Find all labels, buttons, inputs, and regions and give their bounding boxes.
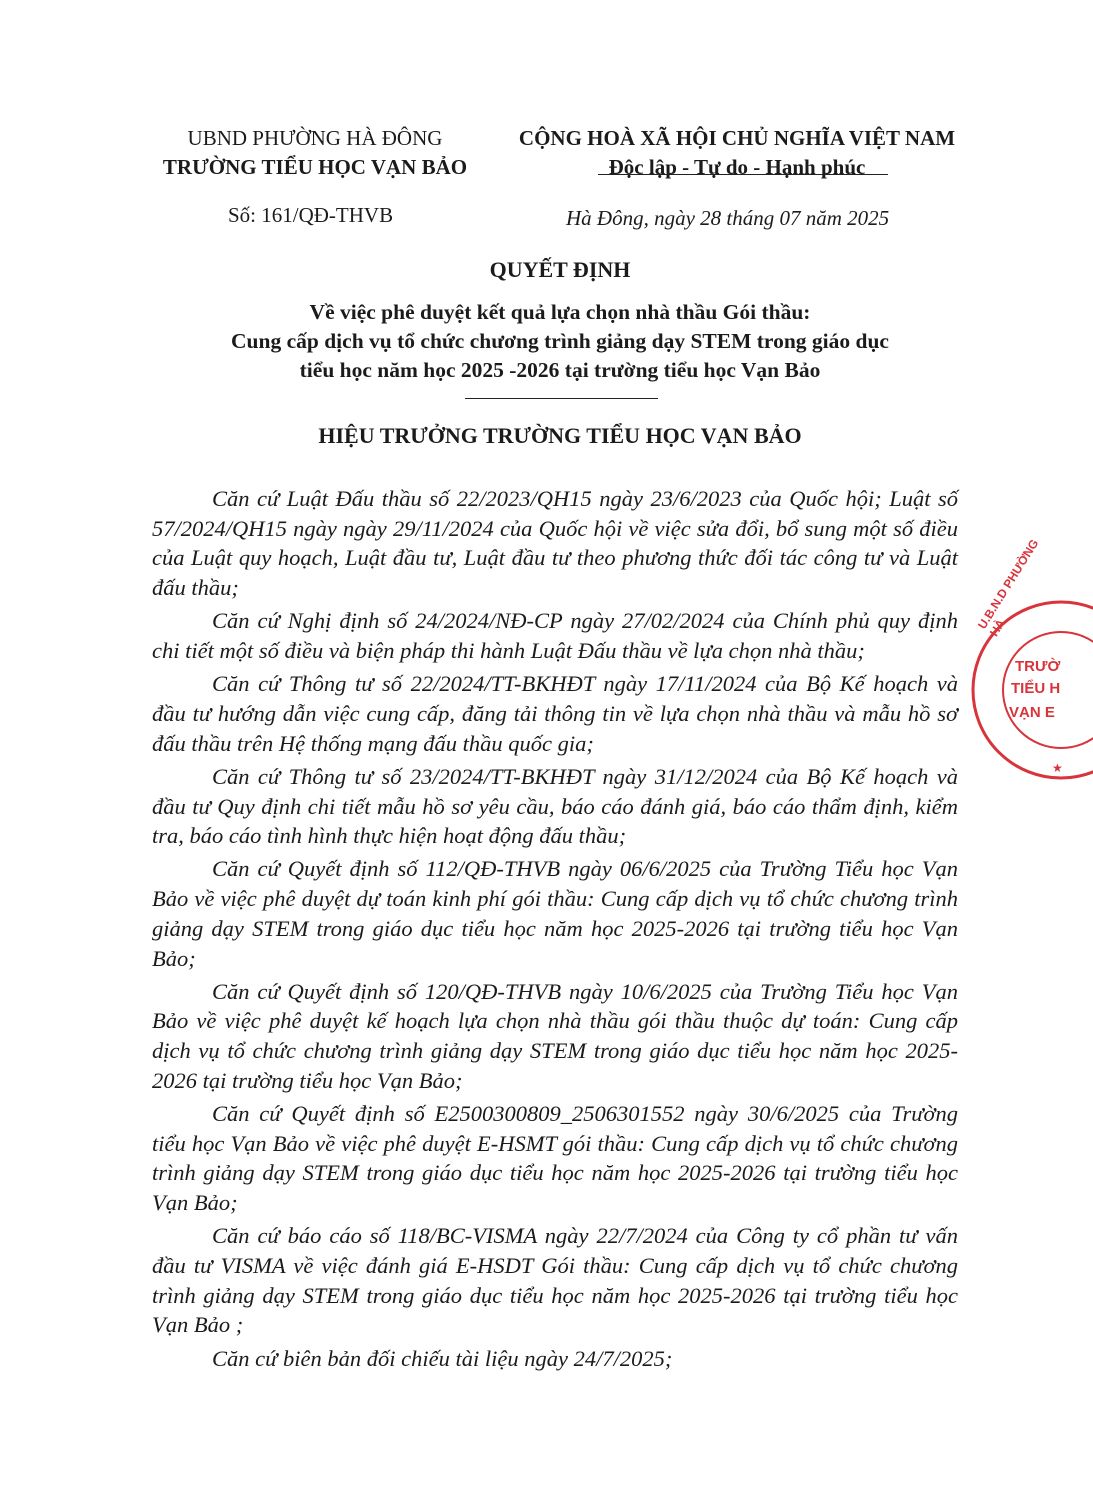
authority-school: TRƯỜNG TIỂU HỌC VẠN BẢO xyxy=(162,155,468,179)
legal-basis-paragraph: Căn cứ Thông tư số 23/2024/TT-BKHĐT ngày 31/12/2024 của Bộ Kế hoạch và đầu tư Quy định chi tiết mẫu hồ sơ yêu cầu, báo cáo đánh giá, báo cáo thẩm định, kiểm tra, báo cáo tình hình thực hiện hoạt động đấu thầu; xyxy=(152,763,958,849)
seal-inner-text: VẠN E xyxy=(1009,704,1055,721)
authority-ward: UBND PHƯỜNG HÀ ĐÔNG xyxy=(187,126,443,150)
legal-basis-paragraph: Căn cứ Nghị định số 24/2024/NĐ-CP ngày 27/02/2024 của Chính phủ quy định chi tiết một số điều và biện pháp thi hành Luật Đấu thầu về lựa chọn nhà thầu; xyxy=(152,608,958,664)
legal-basis-paragraph: Căn cứ Luật Đấu thầu số 22/2023/QH15 ngày 23/6/2023 của Quốc hội; Luật số 57/2024/QH15 ngày ngày 29/11/2024 của Quốc hội về việc sửa đổi, bổ sung một số điều của Luật quy hoạch, Luật đầu tư, Luật đầu tư theo phương thức đối tác công tư và Luật đấu thầu; xyxy=(152,486,958,601)
motto: Độc lập - Tự do - Hạnh phúc xyxy=(608,155,866,179)
seal-inner-text: TIỂU H xyxy=(1011,680,1061,697)
issuing-authority xyxy=(150,124,480,182)
title-separator xyxy=(465,398,658,399)
seal-inner-text: TRƯỜ xyxy=(1015,658,1061,675)
legal-basis-paragraph: Căn cứ Thông tư số 22/2024/TT-BKHĐT ngày 17/11/2024 của Bộ Kế hoạch và đầu tư hướng dẫn việc cung cấp, đăng tải thông tin về lựa chọn nhà thầu và mẫu hồ sơ đấu thầu trên Hệ thống mạng đấu thầu quốc gia; xyxy=(152,671,958,756)
official-seal xyxy=(965,536,1093,780)
legal-basis xyxy=(152,484,958,1377)
legal-basis-paragraph: Căn cứ Quyết định số E2500300809_2506301552 ngày 30/6/2025 của Trường tiểu học Vạn Bảo về việc phê duyệt E-HSMT gói thầu: Cung cấp dịch vụ tổ chức chương trình giảng dạy STEM trong giáo dục tiểu học năm học 2025-2026 tại trường tiểu học Vạn Bảo; xyxy=(152,1101,958,1216)
seal-ring-text: U.B.N.D PHƯỜNG HÀ xyxy=(975,536,1042,639)
legal-basis-paragraph: Căn cứ biên bản đối chiếu tài liệu ngày 24/7/2025; xyxy=(212,1345,673,1371)
authority-heading: HIỆU TRƯỞNG TRƯỜNG TIỂU HỌC VẠN BẢO xyxy=(318,423,802,448)
country-name: CỘNG HOÀ XÃ HỘI CHỦ NGHĨA VIỆT NAM xyxy=(518,126,956,150)
document-number: Số: 161/QĐ-THVB xyxy=(228,203,394,227)
legal-basis-paragraph: Căn cứ Quyết định số 112/QĐ-THVB ngày 06/6/2025 của Trường Tiểu học Vạn Bảo về việc phê duyệt dự toán kinh phí gói thầu: Cung cấp dịch vụ tổ chức chương trình giảng dạy STEM trong giáo dục tiểu học năm học 2025-2026 tại trường tiểu học Vạn Bảo; xyxy=(152,856,958,971)
subject-line: Về việc phê duyệt kết quả lựa chọn nhà thầu Gói thầu: xyxy=(309,300,811,324)
document-date: Hà Đông, ngày 28 tháng 07 năm 2025 xyxy=(566,206,890,230)
legal-basis-paragraph: Căn cứ báo cáo số 118/BC-VISMA ngày 22/7/2024 của Công ty cổ phần tư vấn đầu tư VISMA về việc đánh giá E-HSDT Gói thầu: Cung cấp dịch vụ tổ chức chương trình giảng dạy STEM trong giáo dục tiểu học năm học 2025-2026 tại trường tiểu học Vạn Bảo ; xyxy=(152,1223,958,1338)
document-subject xyxy=(110,298,1010,385)
subject-line: Cung cấp dịch vụ tổ chức chương trình giảng dạy STEM trong giáo dục xyxy=(231,329,889,353)
motto-underline xyxy=(598,174,888,175)
legal-basis-paragraph: Căn cứ Quyết định số 120/QĐ-THVB ngày 10/6/2025 của Trường Tiểu học Vạn Bảo về việc phê duyệt kế hoạch lựa chọn nhà thầu gói thầu thuộc dự toán: Cung cấp dịch vụ tổ chức chương trình giảng dạy STEM trong giáo dục tiểu học năm học 2025-2026 tại trường tiểu học Vạn Bảo; xyxy=(152,978,958,1093)
subject-line: tiểu học năm học 2025 -2026 tại trường tiểu học Vạn Bảo xyxy=(299,358,821,382)
document-type-heading: QUYẾT ĐỊNH xyxy=(489,257,631,282)
svg-text:★: ★ xyxy=(1052,761,1063,775)
